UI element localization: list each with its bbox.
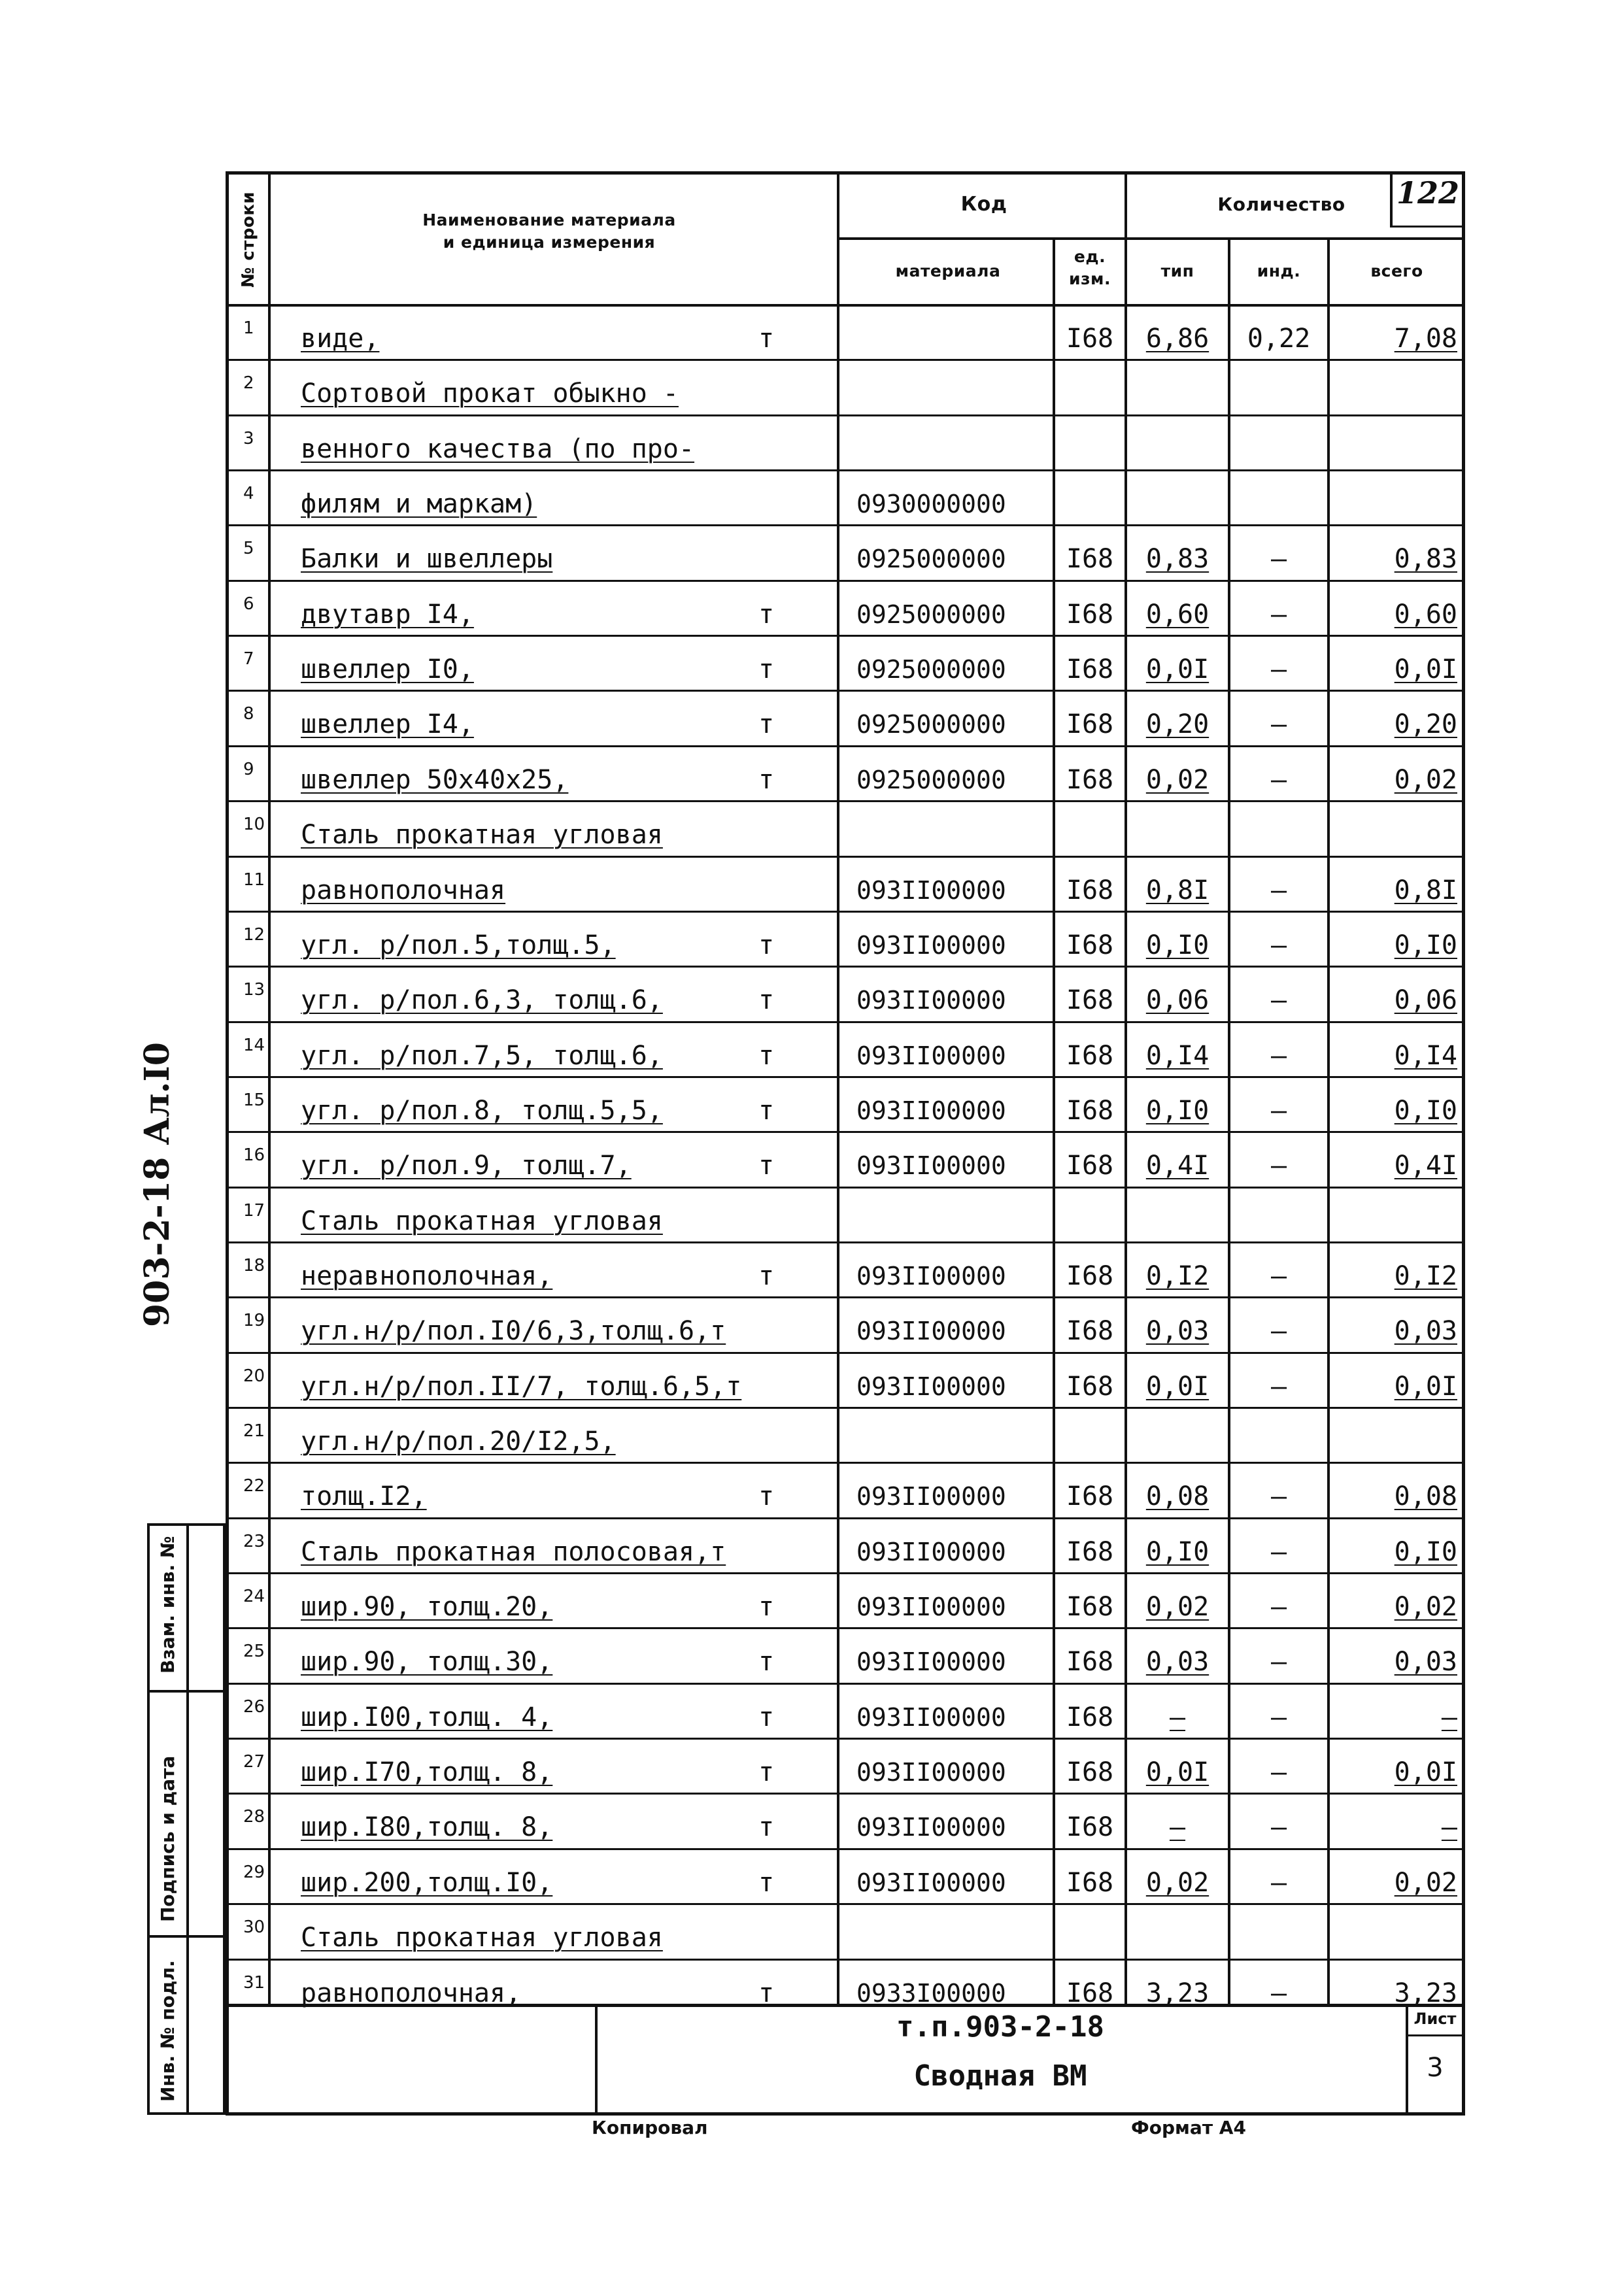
- row-divider: [226, 1793, 1465, 1795]
- material-name: Сталь прокатная угловая: [301, 1923, 663, 1953]
- material-code: 093II00000: [856, 1703, 1006, 1732]
- stamp-sheet-number: 3: [1427, 2053, 1444, 2083]
- material-name: шир.90, толщ.30,: [301, 1647, 553, 1677]
- row-number: 5: [243, 539, 254, 558]
- row-number: 30: [243, 1917, 265, 1937]
- qty-total: 0,06: [1394, 985, 1457, 1015]
- unit-mark: т: [758, 765, 775, 795]
- unit-code: I68: [1066, 1537, 1114, 1567]
- material-name: шир.I70,толщ. 8,: [301, 1757, 553, 1787]
- unit-code: I68: [1066, 654, 1114, 684]
- row-number: 9: [243, 760, 254, 779]
- material-code: 093II00000: [856, 1758, 1006, 1787]
- row-divider: [226, 359, 1465, 361]
- qty-ind: –: [1270, 1978, 1287, 2008]
- row-number: 13: [243, 980, 265, 1000]
- row-divider: [226, 1462, 1465, 1464]
- row-number: 21: [243, 1421, 265, 1441]
- side-box-vzam-label: Взам. инв. №: [157, 1536, 178, 1674]
- row-number: 4: [243, 484, 254, 503]
- qty-typ: 0,83: [1145, 544, 1210, 574]
- row-number: 10: [243, 815, 265, 834]
- row-divider: [226, 469, 1465, 471]
- qty-typ: 0,0I: [1145, 1757, 1210, 1787]
- material-code: 0925000000: [856, 545, 1006, 573]
- row-number: 17: [243, 1201, 265, 1221]
- header-material: материала: [895, 261, 1001, 280]
- title-block-line: [1406, 2034, 1464, 2036]
- material-name: Балки и швеллеры: [301, 544, 553, 574]
- qty-total: 0,0I: [1394, 654, 1457, 684]
- row-divider: [226, 1021, 1465, 1023]
- table-row: [0, 690, 1624, 745]
- qty-total: 0,03: [1394, 1647, 1457, 1677]
- qty-ind: –: [1270, 875, 1287, 905]
- material-name: виде,: [301, 324, 380, 354]
- qty-ind: –: [1270, 1261, 1287, 1291]
- qty-typ: 0,02: [1145, 1868, 1210, 1898]
- qty-total: 0,02: [1394, 765, 1457, 795]
- qty-typ: 0,02: [1145, 1592, 1210, 1622]
- material-code: 093II00000: [856, 1262, 1006, 1290]
- row-number: 7: [243, 649, 254, 669]
- qty-typ: 3,23: [1145, 1978, 1210, 2008]
- qty-typ: 6,86: [1145, 324, 1210, 354]
- qty-ind: –: [1270, 1647, 1287, 1677]
- header-row-no: № строки: [239, 191, 258, 288]
- row-number: 11: [243, 870, 265, 890]
- qty-total: 0,02: [1394, 1868, 1457, 1898]
- qty-typ: 0,4I: [1145, 1151, 1210, 1181]
- table-row: [0, 1407, 1624, 1462]
- qty-typ: 0,I2: [1145, 1261, 1210, 1291]
- qty-total: 0,83: [1394, 544, 1457, 574]
- table-row: [0, 414, 1624, 469]
- row-number: 18: [243, 1256, 265, 1275]
- unit-code: I68: [1066, 1757, 1114, 1787]
- qty-total: 7,08: [1394, 324, 1457, 354]
- unit-code: I68: [1066, 1261, 1114, 1291]
- qty-ind: –: [1270, 985, 1287, 1015]
- qty-ind: –: [1270, 1702, 1287, 1732]
- material-name: угл. р/пол.9, толщ.7,: [301, 1151, 632, 1181]
- material-name: Сортовой прокат обыкно -: [301, 379, 679, 409]
- header-ind: инд.: [1257, 261, 1301, 280]
- material-name: неравнополочная,: [301, 1261, 553, 1291]
- unit-code: I68: [1066, 1592, 1114, 1622]
- footer-copied: Копировал: [592, 2117, 708, 2138]
- header-unit: ед. изм.: [1069, 247, 1111, 288]
- material-code: 093II00000: [856, 1372, 1006, 1401]
- row-number: 19: [243, 1311, 265, 1330]
- material-code: 093II00000: [856, 1593, 1006, 1621]
- row-number: 14: [243, 1036, 265, 1055]
- qty-typ: 0,I0: [1145, 1537, 1210, 1567]
- material-name: Сталь прокатная угловая: [301, 1206, 663, 1236]
- sheet-ref-box-line: [1390, 171, 1393, 227]
- qty-typ: 0,0I: [1145, 1372, 1210, 1402]
- qty-typ: –: [1169, 1812, 1186, 1842]
- qty-total: 0,I2: [1394, 1261, 1457, 1291]
- table-row: [0, 1517, 1624, 1572]
- unit-code: I68: [1066, 1978, 1114, 2008]
- table-row: [0, 1241, 1624, 1296]
- row-divider: [226, 1296, 1465, 1298]
- material-name: толщ.I2,: [301, 1481, 427, 1511]
- row-number: 27: [243, 1752, 265, 1772]
- qty-ind: –: [1270, 599, 1287, 630]
- sheet-ref-number: 122: [1396, 175, 1460, 211]
- material-name: угл. р/пол.6,3, толщ.6,: [301, 985, 663, 1015]
- qty-typ: 0,0I: [1145, 654, 1210, 684]
- row-divider: [226, 635, 1465, 637]
- header-line: [837, 237, 1464, 240]
- qty-typ: 0,08: [1145, 1481, 1210, 1511]
- row-divider: [226, 414, 1465, 416]
- row-number: 6: [243, 594, 254, 614]
- unit-mark: т: [758, 985, 775, 1015]
- material-code: 093II00000: [856, 986, 1006, 1015]
- material-name: швеллер I4,: [301, 709, 474, 739]
- qty-ind: –: [1270, 1096, 1287, 1126]
- unit-code: I68: [1066, 1372, 1114, 1402]
- row-divider: [226, 856, 1465, 858]
- table-row: [0, 745, 1624, 800]
- material-code: 0933I00000: [856, 1979, 1006, 2008]
- row-number: 3: [243, 429, 254, 448]
- unit-mark: т: [758, 1481, 775, 1511]
- unit-mark: т: [758, 1757, 775, 1787]
- unit-mark: т: [758, 1978, 775, 2008]
- header-code: Код: [960, 193, 1007, 216]
- material-name: угл.н/р/пол.I0/6,3,толщ.6,т: [301, 1316, 726, 1346]
- unit-code: I68: [1066, 875, 1114, 905]
- row-number: 20: [243, 1366, 265, 1386]
- table-row: [0, 966, 1624, 1020]
- table-row: [0, 1683, 1624, 1738]
- qty-typ: 0,03: [1145, 1647, 1210, 1677]
- qty-total: 0,03: [1394, 1316, 1457, 1346]
- unit-code: I68: [1066, 1812, 1114, 1842]
- qty-ind: –: [1270, 1481, 1287, 1511]
- material-name: шир.I00,толщ. 4,: [301, 1702, 553, 1732]
- row-number: 31: [243, 1973, 265, 1993]
- qty-ind: –: [1270, 1592, 1287, 1622]
- row-divider: [226, 1517, 1465, 1519]
- row-number: 26: [243, 1697, 265, 1717]
- material-code: 093II00000: [856, 1647, 1006, 1676]
- row-number: 23: [243, 1532, 265, 1551]
- material-code: 093II00000: [856, 1151, 1006, 1180]
- qty-total: 0,0I: [1394, 1757, 1457, 1787]
- qty-total: 0,02: [1394, 1592, 1457, 1622]
- unit-code: I68: [1066, 1096, 1114, 1126]
- qty-ind: –: [1270, 709, 1287, 739]
- material-name: шир.I80,толщ. 8,: [301, 1812, 553, 1842]
- table-row: [0, 1187, 1624, 1241]
- table-row: [0, 469, 1624, 524]
- material-code: 0925000000: [856, 766, 1006, 794]
- qty-ind: –: [1270, 1041, 1287, 1071]
- sheet-ref-box-line: [1390, 226, 1464, 228]
- qty-ind: –: [1270, 1868, 1287, 1898]
- header-quantity: Количество: [1217, 194, 1345, 215]
- table-row: [0, 1572, 1624, 1627]
- unit-code: I68: [1066, 1481, 1114, 1511]
- unit-mark: т: [758, 1261, 775, 1291]
- unit-code: I68: [1066, 985, 1114, 1015]
- qty-total: 0,8I: [1394, 875, 1457, 905]
- material-code: 093II00000: [856, 1868, 1006, 1897]
- qty-typ: –: [1169, 1702, 1186, 1732]
- table-row: [0, 1296, 1624, 1351]
- material-code: 093II00000: [856, 1538, 1006, 1566]
- unit-mark: т: [758, 1096, 775, 1126]
- unit-mark: т: [758, 599, 775, 630]
- table-row: [0, 856, 1624, 911]
- unit-code: I68: [1066, 1647, 1114, 1677]
- table-row: [0, 635, 1624, 690]
- row-divider: [226, 911, 1465, 913]
- material-name: филям и маркам): [301, 489, 537, 519]
- row-divider: [226, 1627, 1465, 1629]
- row-divider: [226, 1738, 1465, 1740]
- qty-total: 0,60: [1394, 599, 1457, 630]
- qty-typ: 0,8I: [1145, 875, 1210, 905]
- material-name: Сталь прокатная полосовая,т: [301, 1537, 726, 1567]
- table-row: [0, 1627, 1624, 1682]
- qty-total: 0,0I: [1394, 1372, 1457, 1402]
- qty-typ: 0,I0: [1145, 1096, 1210, 1126]
- row-number: 22: [243, 1476, 265, 1496]
- unit-code: I68: [1066, 599, 1114, 630]
- header-total: всего: [1370, 261, 1423, 280]
- table-row: [0, 1793, 1624, 1847]
- row-divider: [226, 524, 1465, 526]
- qty-total: 0,I0: [1394, 930, 1457, 960]
- qty-ind: –: [1270, 1151, 1287, 1181]
- material-name: венного качества (по про-: [301, 434, 695, 464]
- unit-mark: т: [758, 1702, 775, 1732]
- material-name: шир.90, толщ.20,: [301, 1592, 553, 1622]
- unit-mark: т: [758, 1041, 775, 1071]
- row-number: 25: [243, 1642, 265, 1661]
- footer-format: Формат А4: [1131, 2117, 1246, 2138]
- row-divider: [226, 1959, 1465, 1961]
- unit-code: I68: [1066, 324, 1114, 354]
- table-row: [0, 580, 1624, 635]
- row-divider: [226, 1187, 1465, 1189]
- material-code: 0925000000: [856, 655, 1006, 684]
- unit-mark: т: [758, 1868, 775, 1898]
- margin-document-code: 903-2-18 Ал.I0: [137, 1042, 177, 1327]
- material-name: швеллер I0,: [301, 654, 474, 684]
- qty-total: 0,20: [1394, 709, 1457, 739]
- unit-code: I68: [1066, 1868, 1114, 1898]
- table-row: [0, 304, 1624, 359]
- material-name: швеллер 50х40х25,: [301, 765, 569, 795]
- row-divider: [226, 1903, 1465, 1905]
- header-name: Наименование материала и единица измерения: [422, 211, 676, 252]
- side-box-podpis-label: Подпись и дата: [157, 1755, 178, 1922]
- row-number: 12: [243, 925, 265, 945]
- side-box-inv-label: Инв. № подл.: [157, 1960, 178, 2102]
- table-row: [0, 1076, 1624, 1131]
- row-divider: [226, 1076, 1465, 1078]
- qty-ind: –: [1270, 765, 1287, 795]
- material-name: Сталь прокатная угловая: [301, 820, 663, 850]
- stamp-doc-number: т.п.903-2-18: [896, 2010, 1104, 2044]
- qty-total: –: [1441, 1702, 1457, 1732]
- material-name: угл. р/пол.7,5, толщ.6,: [301, 1041, 663, 1071]
- header-typ: тип: [1160, 261, 1194, 280]
- row-divider: [226, 1241, 1465, 1243]
- material-code: 093II00000: [856, 1317, 1006, 1345]
- table-row: [0, 1352, 1624, 1407]
- row-divider: [226, 1683, 1465, 1685]
- qty-total: –: [1441, 1812, 1457, 1842]
- unit-mark: т: [758, 1647, 775, 1677]
- row-number: 24: [243, 1587, 265, 1606]
- qty-typ: 0,60: [1145, 599, 1210, 630]
- material-code: 093II00000: [856, 931, 1006, 960]
- stamp-sheet-label: Лист: [1413, 2010, 1457, 2028]
- qty-ind: –: [1270, 544, 1287, 574]
- unit-mark: т: [758, 1592, 775, 1622]
- table-row: [0, 800, 1624, 855]
- row-number: 16: [243, 1145, 265, 1165]
- qty-ind: –: [1270, 1372, 1287, 1402]
- row-divider: [226, 1352, 1465, 1354]
- unit-mark: т: [758, 930, 775, 960]
- row-number: 15: [243, 1090, 265, 1110]
- row-number: 28: [243, 1807, 265, 1827]
- material-name: угл.н/р/пол.II/7, толщ.6,5,т: [301, 1372, 742, 1402]
- unit-code: I68: [1066, 1702, 1114, 1732]
- qty-total: 0,08: [1394, 1481, 1457, 1511]
- material-code: 0930000000: [856, 490, 1006, 518]
- unit-mark: т: [758, 709, 775, 739]
- material-code: 093II00000: [856, 1096, 1006, 1125]
- qty-typ: 0,02: [1145, 765, 1210, 795]
- unit-code: I68: [1066, 1151, 1114, 1181]
- material-code: 093II00000: [856, 1482, 1006, 1511]
- table-row: [0, 1462, 1624, 1517]
- row-number: 8: [243, 704, 254, 724]
- qty-total: 0,I0: [1394, 1537, 1457, 1567]
- table-row: [0, 359, 1624, 414]
- material-name: шир.200,толщ.I0,: [301, 1868, 553, 1898]
- qty-total: 0,4I: [1394, 1151, 1457, 1181]
- row-divider: [226, 1572, 1465, 1574]
- row-divider: [226, 690, 1465, 692]
- unit-mark: т: [758, 1151, 775, 1181]
- material-name: угл. р/пол.5,толщ.5,: [301, 930, 616, 960]
- qty-ind: –: [1270, 1757, 1287, 1787]
- row-divider: [226, 1407, 1465, 1409]
- table-row: [0, 1738, 1624, 1793]
- material-code: 093II00000: [856, 876, 1006, 905]
- row-divider: [226, 745, 1465, 747]
- row-number: 1: [243, 318, 254, 338]
- row-divider: [226, 1131, 1465, 1133]
- table-row: [0, 1131, 1624, 1186]
- material-name: угл.н/р/пол.20/I2,5,: [301, 1426, 616, 1457]
- table-row: [0, 524, 1624, 579]
- unit-code: I68: [1066, 765, 1114, 795]
- qty-ind: –: [1270, 930, 1287, 960]
- material-name: равнополочная: [301, 875, 506, 905]
- qty-typ: 0,I4: [1145, 1041, 1210, 1071]
- qty-ind: –: [1270, 1537, 1287, 1567]
- unit-code: I68: [1066, 930, 1114, 960]
- unit-code: I68: [1066, 709, 1114, 739]
- material-code: 0925000000: [856, 600, 1006, 629]
- row-number: 2: [243, 373, 254, 393]
- qty-typ: 0,06: [1145, 985, 1210, 1015]
- qty-ind: –: [1270, 1316, 1287, 1346]
- qty-typ: 0,03: [1145, 1316, 1210, 1346]
- unit-mark: т: [758, 1812, 775, 1842]
- material-code: 0925000000: [856, 710, 1006, 739]
- qty-ind: –: [1270, 654, 1287, 684]
- table-row: [0, 911, 1624, 966]
- material-code: 093II00000: [856, 1041, 1006, 1070]
- unit-code: I68: [1066, 1041, 1114, 1071]
- material-name: угл. р/пол.8, толщ.5,5,: [301, 1096, 663, 1126]
- material-name: двутавр I4,: [301, 599, 474, 630]
- qty-total: 0,I4: [1394, 1041, 1457, 1071]
- table-row: [0, 1848, 1624, 1903]
- qty-ind: 0,22: [1247, 324, 1311, 354]
- qty-total: 0,I0: [1394, 1096, 1457, 1126]
- unit-code: I68: [1066, 544, 1114, 574]
- row-divider: [226, 580, 1465, 582]
- material-code: 093II00000: [856, 1813, 1006, 1842]
- material-name: равнополочная,: [301, 1978, 522, 2008]
- qty-typ: 0,20: [1145, 709, 1210, 739]
- row-divider: [226, 800, 1465, 802]
- row-divider: [226, 966, 1465, 968]
- unit-mark: т: [758, 654, 775, 684]
- unit-code: I68: [1066, 1316, 1114, 1346]
- stamp-title: Сводная ВМ: [913, 2059, 1087, 2093]
- row-divider: [226, 1848, 1465, 1850]
- table-row: [0, 1021, 1624, 1076]
- qty-typ: 0,I0: [1145, 930, 1210, 960]
- row-number: 29: [243, 1863, 265, 1882]
- qty-total: 3,23: [1394, 1978, 1457, 2008]
- table-row: [0, 1903, 1624, 1958]
- qty-ind: –: [1270, 1812, 1287, 1842]
- unit-mark: т: [758, 324, 775, 354]
